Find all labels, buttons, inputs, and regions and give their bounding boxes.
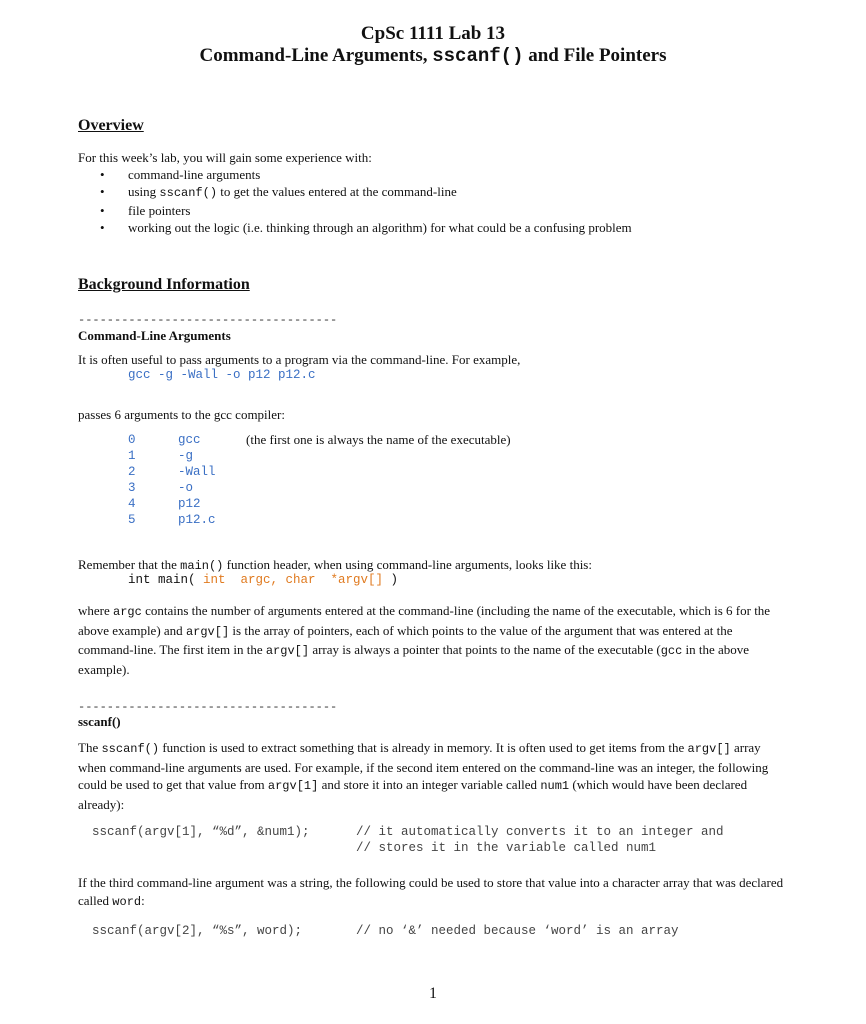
bullet-item: • command-line arguments	[100, 167, 261, 182]
doc-title-line2: Command-Line Arguments, sscanf() and File Pointers	[199, 45, 667, 67]
bullet-item: • file pointers	[100, 203, 191, 218]
cla-subheading: Command-Line Arguments	[78, 328, 231, 343]
sscanf-subheading: sscanf()	[78, 714, 121, 729]
cla-intro: It is often useful to pass arguments to a program via the command-line. For example,	[78, 352, 521, 367]
sscanf-comment-1a: // it automatically converts it to an integer and	[356, 825, 724, 839]
page-number: 1	[429, 985, 437, 1002]
first-arg-note: (the first one is always the name of the executable)	[246, 432, 511, 447]
background-heading: Background Information	[78, 276, 250, 293]
passes-text: passes 6 arguments to the gcc compiler:	[78, 407, 285, 422]
arg-index-list: 0 1 2 3 4 5	[128, 433, 136, 527]
sscanf-comment-1b: // stores it in the variable called num1	[356, 841, 657, 855]
section-divider: ------------------------------------	[78, 313, 338, 327]
overview-heading: Overview	[78, 117, 144, 134]
string-paragraph: If the third command-line argument was a string, the following could be used to store that value into a character array that was declared called word:	[78, 875, 784, 909]
sscanf-comment-2: // no ‘&’ needed because ‘word’ is an array	[356, 924, 679, 938]
main-signature: int main( int argc, char *argv[] )	[128, 573, 399, 587]
bullet-item: • using sscanf() to get the values entered at the command-line	[100, 184, 457, 200]
where-paragraph: where argc contains the number of arguments entered at the command-line (including the name of the executable, which is 6 for the above example) and argv[] is the array of pointers, each of which points to the value of the argument that was entered at the command-line. The first item in the argv[] array is always a pointer that points to the name of the executable (gcc in the above example).	[78, 603, 771, 677]
section-divider: ------------------------------------	[78, 700, 338, 714]
arg-value-list: gcc -g -Wall -o p12 p12.c	[178, 433, 216, 527]
remember-text: Remember that the main() function header, when using command-line arguments, looks like this:	[78, 557, 592, 573]
sscanf-paragraph: The sscanf() function is used to extract something that is already in memory. It is often used to get items from the argv[] array when command-line arguments are used. For example, if the second item entered on the command-line was an integer, the following could be used to get that value from argv[1] and store it into an integer variable called num1 (which would have been declared already):	[78, 740, 769, 812]
sscanf-example-string: sscanf(argv[2], “%s”, word);	[92, 924, 303, 938]
overview-intro: For this week’s lab, you will gain some experience with:	[78, 150, 372, 165]
bullet-item: • working out the logic (i.e. thinking through an algorithm) for what could be a confusing problem	[100, 220, 632, 235]
example-command: gcc -g -Wall -o p12 p12.c	[128, 368, 316, 382]
sscanf-example-int: sscanf(argv[1], “%d”, &num1);	[92, 825, 310, 839]
doc-title-line1: CpSc 1111 Lab 13	[360, 23, 506, 44]
